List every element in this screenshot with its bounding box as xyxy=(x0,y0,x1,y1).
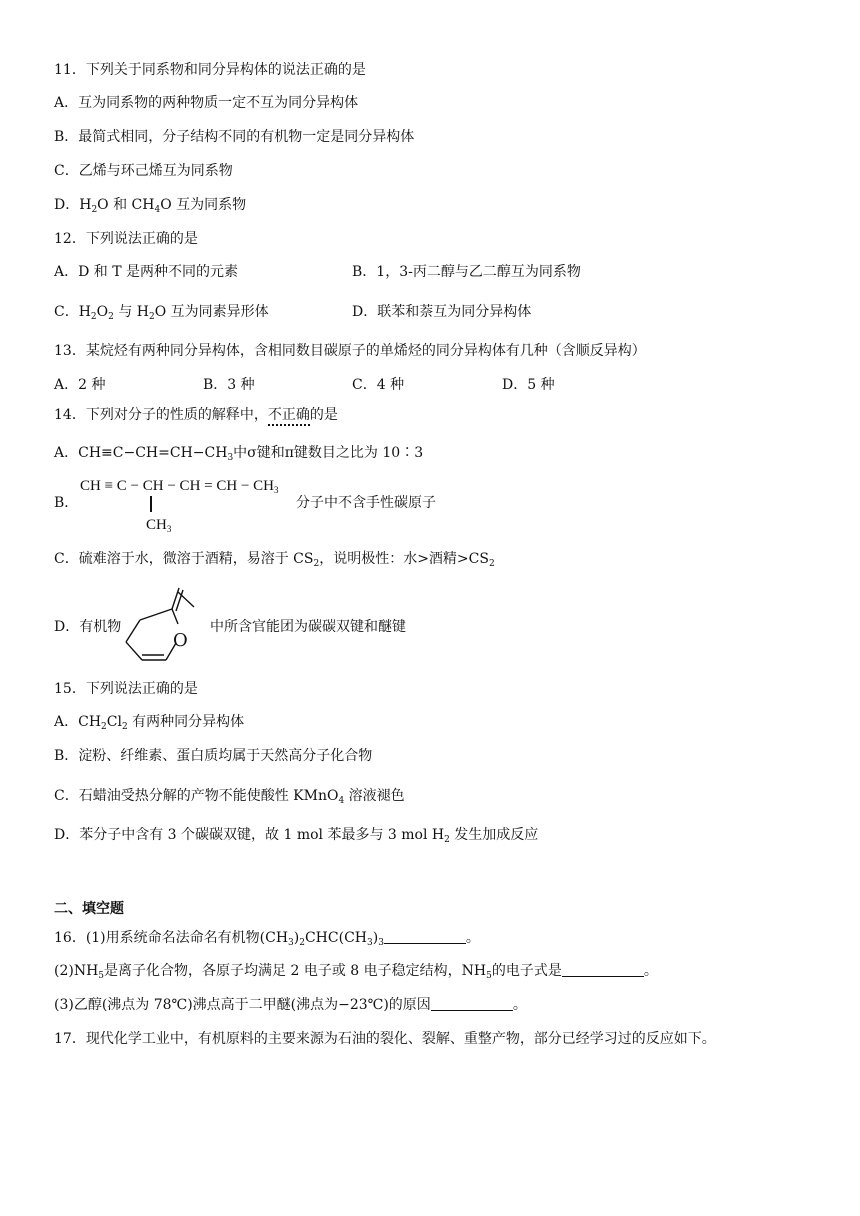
q15-option-b: B．淀粉、纤维素、蛋白质均属于天然高分子化合物 xyxy=(54,748,373,764)
q11-option-b: B．最简式相同，分子结构不同的有机物一定是同分异构体 xyxy=(54,129,415,145)
q16-part2: $(2)NH_5$是离子化合物，各原子均满足 2 电子或 8 电子稳定结构，$NH_5$的电子式是 。 xyxy=(54,963,658,981)
answer-blank[interactable] xyxy=(431,996,513,1011)
q13-option-a: A．2 种 xyxy=(54,377,106,393)
q15-option-d: D．苯分子中含有 3 个碳碳双键，故 1 mol 苯最多与 3 mol $H_2$ 发生加成反应 xyxy=(54,827,539,845)
q14-option-b-formula: CH ≡ C − CH − CH = CH − $CH_3$ xyxy=(80,478,279,495)
q14-option-a: A．$CH\equiv C-CH=CH-CH_3$中σ键和π键数目之比为 10∶3 xyxy=(54,445,424,463)
q14-option-d-text: 中所含官能团为碳碳双键和醚键 xyxy=(210,619,406,635)
q15-option-a: A．$CH_2Cl_2$ 有两种同分异构体 xyxy=(54,714,245,732)
q15-stem: 15．下列说法正确的是 xyxy=(54,681,198,697)
ring-oxygen-label: O xyxy=(173,630,188,651)
q14-option-b-label: B． xyxy=(54,495,79,511)
q13-option-d: D．5 种 xyxy=(502,377,555,393)
q11-option-a: A．互为同系物的两种物质一定不互为同分异构体 xyxy=(54,95,359,111)
branch-bond-line xyxy=(150,496,152,512)
q14-stem: 14．下列对分子的性质的解释中，不正确的是 xyxy=(54,405,338,425)
q14-option-b-text: 分子中不含手性碳原子 xyxy=(296,495,436,511)
q14-option-c: C．硫难溶于水，微溶于酒精，易溶于 $CS_2$，说明极性：水>酒精$>CS_2$ xyxy=(54,551,495,569)
q13-option-c: C．4 种 xyxy=(352,377,405,393)
q13-option-b: B．3 种 xyxy=(203,377,255,393)
section-fill-in-title: 二、填空题 xyxy=(54,901,124,917)
q14-option-b-branch: $CH_3$ xyxy=(146,517,172,534)
q12-option-c: C．$H_2O_2$ 与 $H_2O$ 互为同素异形体 xyxy=(54,304,269,322)
emphasis-not-correct: 不正确 xyxy=(268,407,310,426)
q14-option-d-prefix: D．有机物 xyxy=(54,619,122,635)
q12-stem: 12．下列说法正确的是 xyxy=(54,231,198,247)
q12-option-a: A．D 和 T 是两种不同的元素 xyxy=(54,264,239,280)
q17-stem: 17．现代化学工业中，有机原料的主要来源为石油的裂化、裂解、重整产物，部分已经学习过的反应如下。 xyxy=(54,1031,716,1047)
answer-blank[interactable] xyxy=(384,929,466,944)
q11-option-c: C．乙烯与环己烯互为同系物 xyxy=(54,163,233,179)
q12-option-b: B．1，3-丙二醇与乙二醇互为同系物 xyxy=(352,264,581,280)
pyran-structure-diagram xyxy=(122,586,208,666)
q16-part3: (3)乙醇(沸点为 78℃)沸点高于二甲醚(沸点为−23℃)的原因 。 xyxy=(54,997,527,1013)
q13-stem: 13．某烷烃有两种同分异构体，含相同数目碳原子的单烯烃的同分异构体有几种（含顺反异构） xyxy=(54,343,646,359)
answer-blank[interactable] xyxy=(562,962,644,977)
q15-option-c: C．石蜡油受热分解的产物不能使酸性 KMnO$_4$ 溶液褪色 xyxy=(54,788,405,806)
q11-stem: 11．下列关于同系物和同分异构体的说法正确的是 xyxy=(54,62,366,78)
q12-option-d: D．联苯和萘互为同分异构体 xyxy=(352,304,532,320)
q16-part1: 16．(1)用系统命名法命名有机物$(CH_3)_2CHC(CH_3)_3$ 。 xyxy=(54,930,480,948)
q11-option-d: D．$H_2O$ 和 $CH_4O$ 互为同系物 xyxy=(54,197,247,215)
